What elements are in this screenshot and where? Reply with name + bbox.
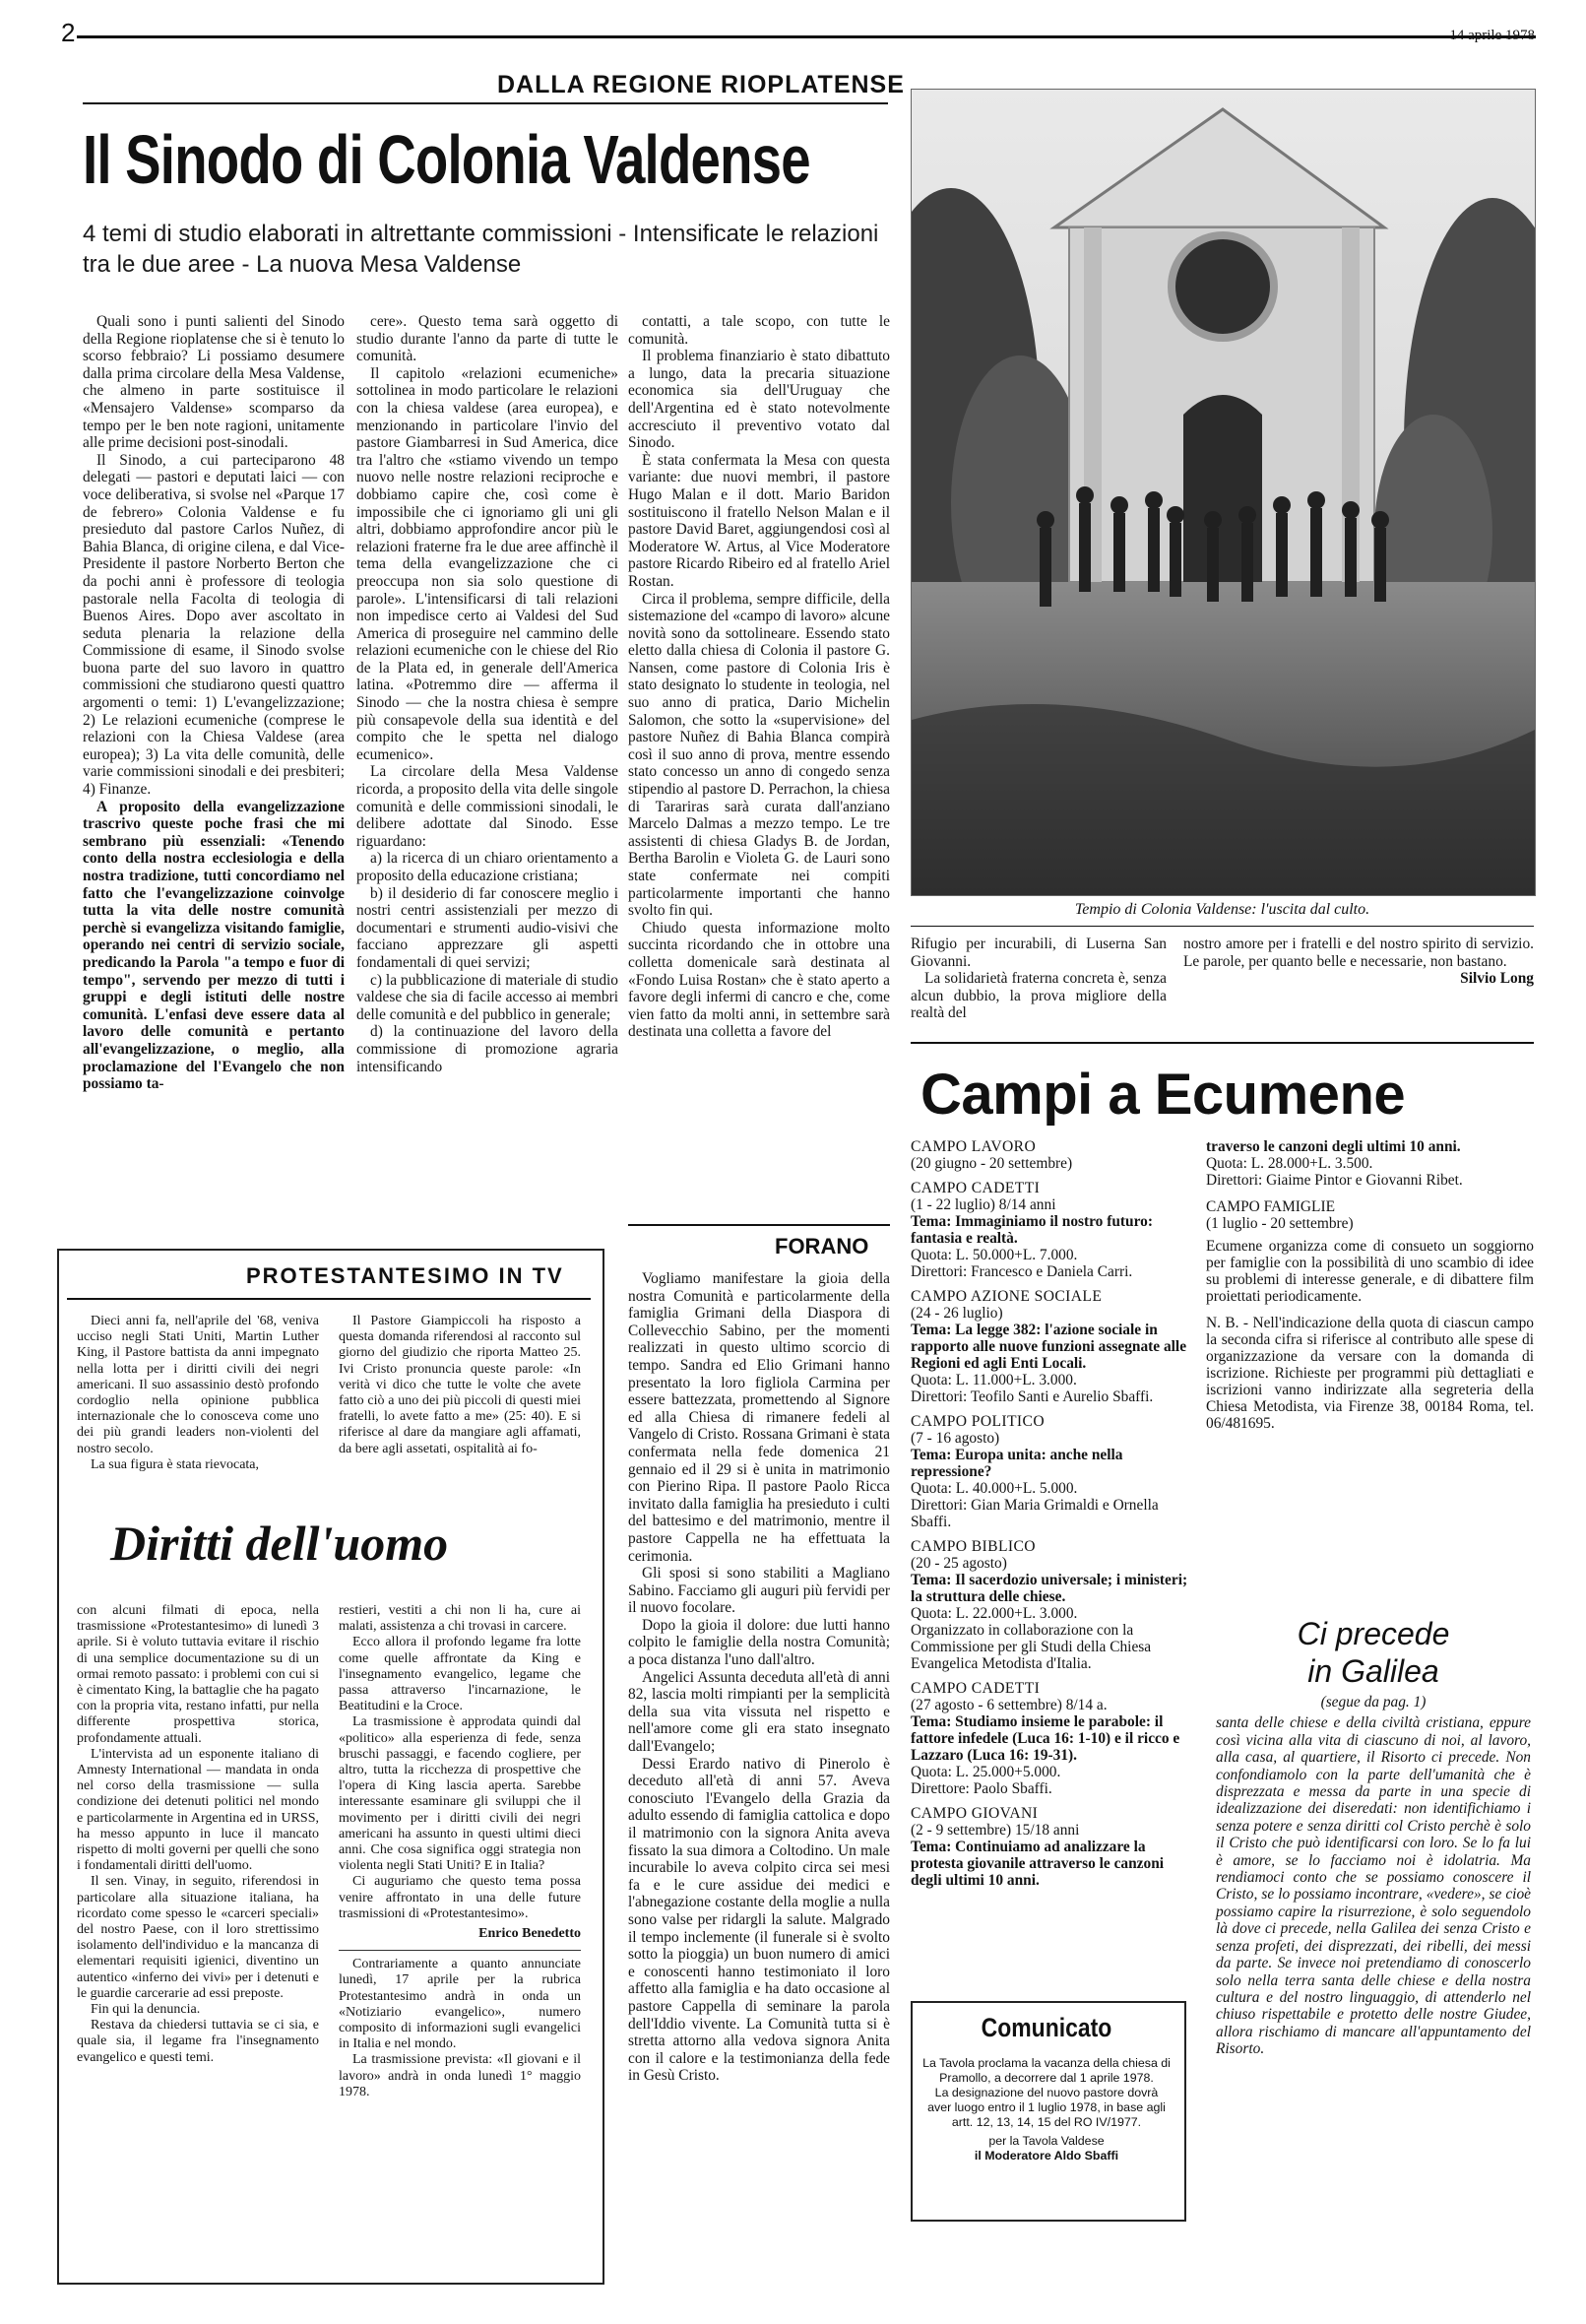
camp-line: Tema: Il sacerdozio universale; i ministeri; la struttura delle chiese.	[911, 1572, 1188, 1605]
comunicato-line: per la Tavola Valdese	[988, 2134, 1105, 2148]
paragraph: Gli sposi si sono stabiliti a Magliano Sabino. Facciamo gli auguri più fervidi per il nuovo focolare.	[628, 1565, 890, 1617]
camp-name: CAMPO POLITICO	[911, 1413, 1045, 1430]
camp-line: Quota: L. 25.000+5.000.	[911, 1764, 1061, 1780]
comunicato-line: il Moderatore Aldo Sbaffi	[974, 2149, 1119, 2163]
comunicato-line: La designazione del nuovo pastore dovrà aver luogo entro il 1 luglio 1978, in base agli artt. 12, 13, 14, 15 del RO IV/1977.	[927, 2086, 1166, 2129]
paragraph: Il capitolo «relazioni ecumeniche» sottolinea in modo particolare le relazioni con la chiesa valdese (area europea), e menzionando in particolare l'invio del pastore Giambarresi in Sud America, dice tra l'altro che «stiamo vivendo un tempo nuovo nelle nostre relazioni reciproche e dobbiamo capire che, così come è impossibile che ci ignoriamo gli uni gli altri, dobbiamo approfondire ancor più le relazioni fraterne fra le due aree affinchè il tema della evangelizzazione che ci preoccupa non sia solo questione di parole». L'intensificarsi di tali relazioni non impedisce certo ai Valdesi del Sud America di proseguire nel cammino delle relazioni ecumeniche con le chiese del Rio de la Plata ed, in generale dell'America latina. «Potremmo dire — afferma il Sinodo — che la nostra chiesa è sempre più consapevole della sua identità e del compito che le spetta nel dialogo ecumenico».	[356, 364, 618, 763]
paragraph: Angelici Assunta deceduta all'età di anni 82, lascia molti rimpianti per la semplicità della sua vita vissuta nel rispetto e nell'amore come gli era stato insegnato dall'Evangelo;	[628, 1668, 890, 1756]
camp-line: Direttori: Gian Maria Grimaldi e Ornella Sbaffi.	[911, 1497, 1159, 1530]
paragraph: Fin qui la denuncia.	[91, 2002, 201, 2018]
tv-article-title: Diritti dell'uomo	[110, 1516, 449, 1571]
camp-entry	[911, 1180, 1188, 1280]
paragraph: d) la continuazione del lavoro della commissione di promozione agraria intensificando	[356, 1023, 618, 1075]
paragraph: La trasmissione prevista: «Il giovani e il lavoro» andrà in onda lunedì 1° maggio 1978.	[339, 2052, 581, 2099]
tv-bottom-left	[77, 1603, 319, 2066]
campi-note: N. B. - Nell'indicazione della quota di ciascun campo la seconda cifra si riferisce al contributo alle spese di organizzazione da versare con la domanda di iscrizione. Richieste per programmi più dettagliati e iscrizioni vanno indirizzate alla segreteria della Chiesa Metodista, via Firenze 38, 00184 Roma, tel. 06/481695.	[1206, 1315, 1534, 1432]
paragraph: Vogliamo manifestare la gioia della nostra Comunità e particolarmente della famiglia Grimani della Diaspora di Collevecchio Sabino, per the momenti realizzati in questo ultimo scorcio di tempo. Sandra ed Elio Grimani hanno presentato la loro figliola Carmina per essere battezzata, promettendo al Signore ed alla Chiesa di rimanere fedeli al Vangelo di Cristo. Rossana Grimani è stata confermata nella fede domenica 21 gennaio ed il 29 si è unita in matrimonio con Pierino Ripa. Il pastore Paolo Ricca invitato dalla famiglia ha presieduto i culti del battesimo e del matrimonio, mentre il pastore Cappella ne ha effettuata la cerimonia.	[628, 1270, 890, 1565]
paragraph: contatti, a tale scopo, con tutte le comunità.	[628, 313, 890, 348]
camp-name: CAMPO LAVORO	[911, 1138, 1037, 1155]
paragraph: Restava da chiedersi tuttavia se ci sia, e quale sia, il legame fra l'insegnamento evangelico e questi temi.	[77, 2018, 319, 2065]
article-signature: Silvio Long	[1460, 970, 1534, 988]
camp-dates: (20 giugno - 20 settembre)	[911, 1155, 1073, 1172]
continued-note: (segue da pag. 1)	[1320, 1694, 1427, 1711]
article-kicker: DALLA REGIONE RIOPLATENSE	[497, 71, 905, 98]
camp-entry	[911, 1680, 1188, 1797]
paragraph: Rifugio per incurabili, di Luserna San Giovanni.	[911, 936, 1167, 970]
campi-rule	[911, 1042, 1534, 1044]
paragraph: c) la pubblicazione di materiale di studio valdese che sia di facile accesso ai membri delle comunità e del pubblico in generale;	[356, 971, 618, 1023]
camp-line: Tema: Immaginiamo il nostro futuro: fantasia e realtà.	[911, 1213, 1153, 1247]
forano-rule	[628, 1224, 890, 1226]
tv-bottom-right	[339, 1603, 581, 2100]
tv-top-right	[339, 1314, 581, 1457]
tv-heading-rule	[67, 1298, 591, 1300]
camp-line: Quota: L. 40.000+L. 5.000.	[911, 1480, 1078, 1497]
tv-section-heading: PROTESTANTESIMO IN TV	[246, 1263, 564, 1288]
camp-dates: (7 - 16 agosto)	[911, 1430, 1000, 1447]
ci-precede-body	[1216, 1694, 1531, 2058]
caption-rule	[911, 926, 1534, 927]
camp-line: Organizzato in collaborazione con la Commissione per gli Studi della Chiesa Evangelica Metodista d'Italia.	[911, 1622, 1152, 1672]
camp-dates: (1 - 22 luglio) 8/14 anni	[911, 1196, 1056, 1213]
article-column-3	[628, 313, 890, 1041]
campi-left-column	[911, 1138, 1188, 1897]
photo-caption: Tempio di Colonia Valdense: l'uscita dal culto.	[1074, 901, 1370, 918]
paragraph: La sua figura è stata rievocata,	[91, 1456, 260, 1472]
camp-entry	[911, 1138, 1188, 1172]
camp-dates: (1 luglio - 20 settembre)	[1206, 1215, 1354, 1232]
issue-date: 14 aprile 1978	[1449, 28, 1535, 43]
paragraph: Ci auguriamo che questo tema possa venire affrontato in una delle future trasmissioni di «Protestantesimo».	[339, 1874, 581, 1921]
camp-dates: (27 agosto - 6 settembre) 8/14 a.	[911, 1697, 1108, 1713]
ci-precede-title	[1216, 1615, 1531, 1690]
paragraph: La circolare della Mesa Valdense ricorda, a proposito della vita delle singole comunità e delle commissioni sinodali, le delibere adottate dal Sinodo. Esse riguardano:	[356, 763, 618, 850]
camp-line: Direttore: Paolo Sbaffi.	[911, 1780, 1052, 1797]
campi-right-column	[1206, 1138, 1534, 1432]
paragraph: Quali sono i punti salienti del Sinodo della Regione rioplatense che si è tenuto lo scorso febbraio? Li possiamo desumere dalla prima circolare della Mesa Valdense, che almeno in parte sostituisce il «Mensajero Valdense» scomparso da tempo per le ben note ragioni, unitamente alle prime decisioni post-sinodali.	[83, 313, 345, 452]
camp-dates: (24 - 26 luglio)	[911, 1305, 1003, 1322]
paragraph: La trasmissione è approdata quindi dal «politico» alla esperienza di fede, senza bruschi passaggi, e facendo cogliere, per altro, tutta la ricchezza di prospettive che l'opera di King lascia aperta. Sarebbe interessante esaminare gli sviluppi che il movimento per i diritti civili dei negri americani ha assunto in questi ultimi dieci anni. Che cosa significa oggi strategia non violenta negli Stati Uniti? E in Italia?	[339, 1714, 581, 1874]
camp-name: CAMPO FAMIGLIE	[1206, 1198, 1335, 1215]
camp-line: Tema: Studiamo insieme le parabole: il fattore infedele (Luca 16: 1-10) e il ricco e Lazzaro (Luca 16: 19-31).	[911, 1713, 1180, 1764]
camp-line: Quota: L. 28.000+L. 3.500.	[1206, 1155, 1373, 1172]
paragraph: nostro amore per i fratelli e del nostro spirito di servizio. Le parole, per quanto belle e necessarie, non bastano.	[1183, 936, 1534, 970]
camp-dates: (20 - 25 agosto)	[911, 1555, 1007, 1572]
paragraph: L'intervista ad un esponente italiano di Amnesty International — mandata in onda nel corso della trasmissione — sulla condizione dei detenuti politici nel mondo e particolarmente in Argentina ed in URSS, ha messo appunto in luce il mancato rispetto di molti governi per quelli che sono i fondamentali diritti dell'uomo.	[77, 1746, 319, 1874]
paragraph: b) il desiderio di far conoscere meglio i nostri centri assistenziali per mezzo di documentari e strumenti audio-visivi che facciano apprezzare gli aspetti fondamentali di quei servizi;	[356, 884, 618, 971]
paragraph: a) la ricerca di un chiaro orientamento a proposito della educazione cristiana;	[356, 850, 618, 884]
paragraph: Il Pastore Giampiccoli ha risposto a questa domanda riferendosi al racconto sul giorno del giudizio che riporta Matteo 25. Ivi Cristo pronuncia queste parole: «In verità vi dico che tutte le volte che avete fatto ciò a uno dei più piccoli di questi miei fratelli, lo avete fatto a me» (25: 40). E si riferisce al dare da mangiare agli affamati, da bere agli assetati, ospitalità ai fo-	[339, 1314, 581, 1456]
church-photo	[911, 89, 1536, 896]
camp-line: Quota: L. 22.000+L. 3.000.	[911, 1605, 1078, 1622]
comunicato-body	[922, 2056, 1171, 2163]
comunicato-title: Comunicato	[981, 2013, 1112, 2042]
camp-name: CAMPO BIBLICO	[911, 1538, 1036, 1555]
paragraph: Circa il problema, sempre difficile, della sistemazione del «campo di lavoro» alcune novità sono da sottolineare. Essendo stato eletto dalla chiesa di Colonia il pastore G. Nansen, come pastore di Colonia Iris è stato designato lo studente in teologia, nel suo anno di pratica, Dario Michelin Salomon, che sotto la «supervisione» del pastore Nuñez di Bahia Blanca compirà così il suo anno di prova, mentre essendo stato concesso un anno di congedo senza stipendio al pastore D. Perrachon, la chiesa di Tarariras sarà curata dall'anziano Marcelo Dalmas a mezzo tempo. Le tre assistenti di chiesa Gladys B. de Jordan, Bertha Barolin e Violeta G. de Lauri sono state confermate nei compiti particolarmente importanti che hanno svolto fin qui.	[628, 590, 890, 920]
article-column-2	[356, 313, 618, 1075]
paragraph: Contrariamente a quanto annunciate lunedì, 17 aprile per la rubrica Protestantesimo andrà in onda un «Notiziario evangelico», numero composito di informazioni sugli evangelici in Italia e nel mondo.	[339, 1957, 581, 2052]
article-column-4	[911, 936, 1167, 1022]
paragraph: con alcuni filmati di epoca, nella trasmissione «Protestantesimo» di lunedì 3 aprile. Si è voluto tuttavia evitare il rischio di una semplice documentazione su di un ormai remoto passato: i problemi con cui si è cimentato King, la battaglie che ha pagato con la propria vita, restano infatti, pur nella differente prospettiva storica, profondamente attuali.	[77, 1603, 319, 1746]
paragraph: Dieci anni fa, nell'aprile del '68, veniva ucciso negli Stati Uniti, Martin Luther King, il Pastore battista da anni impegnato nella lotta per i diritti civili dei negri americani. Il suo assassinio destò profondo cordoglio nella opinione pubblica internazionale che lo conosceva come uno dei più grandi leaders non-violenti del nostro secolo.	[77, 1314, 319, 1456]
article-title: Il Sinodo di Colonia Valdense	[83, 121, 810, 198]
camp-entry	[911, 1538, 1188, 1672]
camp-dates: (2 - 9 settembre) 15/18 anni	[911, 1822, 1080, 1839]
camp-name: CAMPO CADETTI	[911, 1180, 1041, 1196]
camp-line: Tema: Europa unita: anche nella repressione?	[911, 1447, 1123, 1480]
paragraph: cere». Questo tema sarà oggetto di studio durante l'anno da parte di tutte le comunità.	[356, 313, 618, 365]
camp-entry	[911, 1413, 1188, 1530]
article-column-5	[1183, 936, 1534, 988]
article-deck: 4 temi di studio elaborati in altrettante commissioni - Intensificate le relazioni tra le due aree - La nuova Mesa Valdense	[83, 221, 879, 278]
header-rule	[77, 35, 1536, 38]
forano-body	[628, 1270, 890, 2085]
kicker-rule	[83, 102, 888, 104]
paragraph: Dessi Erardo nativo di Pinerolo è deceduto all'età di anni 57. Aveva conosciuto l'Evangelo della Grazia da adulto essendo di famiglia cattolica e dopo il matrimonio con la signora Anita aveva fissato la sua dimora a Coltodino. Un male incurabile lo aveva colpito circa sei mesi fa e le cure assidue dei medici e l'abnegazione costante della moglie a nulla sono valse per ridargli la salute. Malgrado il tempo inclemente (il funerale si è svolto sotto la pioggia) un buon numero di amici e conoscenti hanno testimoniato il loro affetto alla famiglia e ha dato occasione al pastore Cappella di seminare la parola dell'Iddio vivente. La Comunità tutta si è stretta attorno alla vedova signora Anita con il calore e la testimonianza della fede in Gesù Cristo.	[628, 1755, 890, 2085]
tv-top-left	[77, 1314, 319, 1473]
paragraph: restieri, vestiti a chi non li ha, cure ai malati, assistenza a chi trovasi in carcere.	[339, 1603, 581, 1635]
paragraph: santa delle chiese e della civiltà cristiana, eppure così vicina alla vita di ciascuno di noi, al lavoro, alla casa, al quartiere, il Risorto ci precede. Non confondiamolo con la parte dell'umanità che è disprezzata e messa da parte in una specie di idealizzazione dei diseredati: non identifichiamo i senza potere e senza diritti col Cristo perchè è solo il Cristo che può identificarsi con loro. Se lo fa lui è amore, se lo facciamo noi è idolatria. Ma rendiamoci conto che se possiamo conoscere il Cristo, se lo possiamo incontrare, «vedere», se cioè possiamo capire la risurrezione, è solo seguendolo là dove ci precede, nella Galilea dei senza Cristo e senza profeti, dei disprezzati, dei ribelli, dei messi da parte. Se invece noi pretendiamo di conoscerlo solo nella terra santa delle chiese e della nostra cultura e del nostro linguaggio, di attenderlo nel chiuso rispettabile e protetto delle nostre Giudee, allora rischiamo di mancare all'appuntamento del Risorto.	[1216, 1714, 1531, 2058]
article-column-1	[83, 313, 345, 1093]
camp-line: Direttori: Francesco e Daniela Carri.	[911, 1263, 1133, 1280]
camp-name: CAMPO AZIONE SOCIALE	[911, 1288, 1103, 1305]
paragraph: Il sen. Vinay, in seguito, riferendosi in particolare alla situazione italiana, ha ricordato come spesso le «carceri speciali» del nostro Paese, con il loro strettissimo isolamento dell'individuo e la mancanza di elementari requisiti igienici, diventino un autentico «inferno dei vivi» per i detenuti e le guardie carcerarie ad essi preposte.	[77, 1874, 319, 2001]
paragraph: A proposito della evangelizzazione trascrivo queste poche frasi che mi sembrano più essenziali: «Tenendo conto della nostra ecclesiologia e della nostra tradizione, tutti concordiamo nel fatto che l'evangelizzazione coinvolge tutta la vita delle nostre comunità perchè si evangelizza visitando famiglie, operando nei centri di servizio sociale, predicando la Parola "a tempo e fuor di tempo", servendo per mezzo di tutti i gruppi e degli istituti delle nostre comunità. L'enfasi deve essere data al lavoro delle comunità e pertanto all'evangelizzazione, o meglio, alla proclamazione del l'Evangelo che non possiamo ta-	[83, 798, 345, 1093]
camp-description: Ecumene organizza come di consueto un soggiorno per famiglie con la possibilità di uno scambio di idee su problemi di interesse generale, e di dibattere film proiettati periodicamente.	[1206, 1238, 1534, 1305]
tv-signature: Enrico Benedetto	[478, 1926, 581, 1942]
camp-line: traverso le canzoni degli ultimi 10 anni.	[1206, 1138, 1461, 1155]
page-number: 2	[61, 18, 76, 47]
paragraph: La solidarietà fraterna concreta è, senza alcun dubbio, la prova migliore della realtà del	[911, 970, 1167, 1022]
camp-line: Tema: Continuiamo ad analizzare la protesta giovanile attraverso le canzoni degli ultimi 10 anni.	[911, 1839, 1165, 1889]
church-photo-image	[912, 90, 1535, 895]
camp-entry	[911, 1805, 1188, 1889]
paragraph: Ecco allora il profondo legame fra lotte come quelle affrontate da King e l'insegnamento evangelico, legame che passa attraverso l'incarnazione, le Beatitudini e la Croce.	[339, 1635, 581, 1714]
ci-precede-title-line: in Galilea	[1307, 1653, 1439, 1689]
camp-line: Tema: La legge 382: l'azione sociale in rapporto alle nuove funzioni assegnate alle Regioni ed agli Enti Locali.	[911, 1322, 1187, 1372]
forano-heading: FORANO	[775, 1234, 869, 1259]
camp-name: CAMPO GIOVANI	[911, 1805, 1039, 1822]
paragraph: Il Sinodo, a cui parteciparono 48 delegati — pastori e deputati laici — con voce deliberativa, si svolse nel «Parque 17 de febrero» Colonia Valdense e fu presieduto dal pastore Carlos Nuñez, di Bahia Blanca, di origine cilena, e dal Vice-Presidente il pastore Norberto Berton che da pochi anni è professore di teologia pastorale nella Facolta di teologia di Buenos Aires. Dopo aver ascoltato in seduta plenaria la relazione della Commissione di esame, il Sinodo svolse buona parte del suo lavoro in quattro commissioni che studiarono questi quattro argomenti o temi: 1) L'evangelizzazione; 2) Le relazioni ecumeniche (comprese le relazioni con la Chiesa Valdese (area europea); 3) La vita delle comunità, delle varie commissioni sinodali e dei presbiteri; 4) Finanze.	[83, 451, 345, 799]
comunicato-line: La Tavola proclama la vacanza della chiesa di Pramollo, a decorrere dal 1 aprile 1978.	[922, 2056, 1171, 2085]
paragraph: Dopo la gioia il dolore: due lutti hanno colpito le famiglie della nostra Comunità; a poca distanza l'uno dall'altro.	[628, 1616, 890, 1669]
paragraph: È stata confermata la Mesa con questa variante: due nuovi membri, il pastore Hugo Malan e il dott. Mario Baridon sostituiscono il fratello Nelson Malan e il pastore David Baret, aggiungendosi così al Moderatore W. Artus, al Vice Moderatore pastore Ricardo Ribeiro ed al fratello Ariel Rostan.	[628, 451, 890, 590]
camp-line: Direttori: Giaime Pintor e Giovanni Ribet.	[1206, 1172, 1463, 1189]
camp-entry	[911, 1288, 1188, 1405]
camp-line: Direttori: Teofilo Santi e Aurelio Sbaffi.	[911, 1388, 1154, 1405]
paragraph: Chiudo questa informazione molto succinta ricordando che in ottobre una colletta domenicale sarà destinata al «Fondo Luisa Rostan» che è stato aperto a favore degli infermi di cancro e che, come vien fatto da molti anni, in settembre sarà destinata una colletta a favore del	[628, 919, 890, 1041]
ci-precede-title-line: Ci precede	[1297, 1616, 1450, 1651]
camp-line: Quota: L. 50.000+L. 7.000.	[911, 1247, 1078, 1263]
camp-name: CAMPO CADETTI	[911, 1680, 1041, 1697]
campi-title: Campi a Ecumene	[920, 1063, 1406, 1127]
camp-line: Quota: L. 11.000+L. 3.000.	[911, 1372, 1077, 1388]
paragraph: Il problema finanziario è stato dibattuto a lungo, data la precaria situazione economica sia dell'Uruguay che dell'Argentina ed è stato notevolmente accresciuto il preventivo votato dal Sinodo.	[628, 348, 890, 452]
